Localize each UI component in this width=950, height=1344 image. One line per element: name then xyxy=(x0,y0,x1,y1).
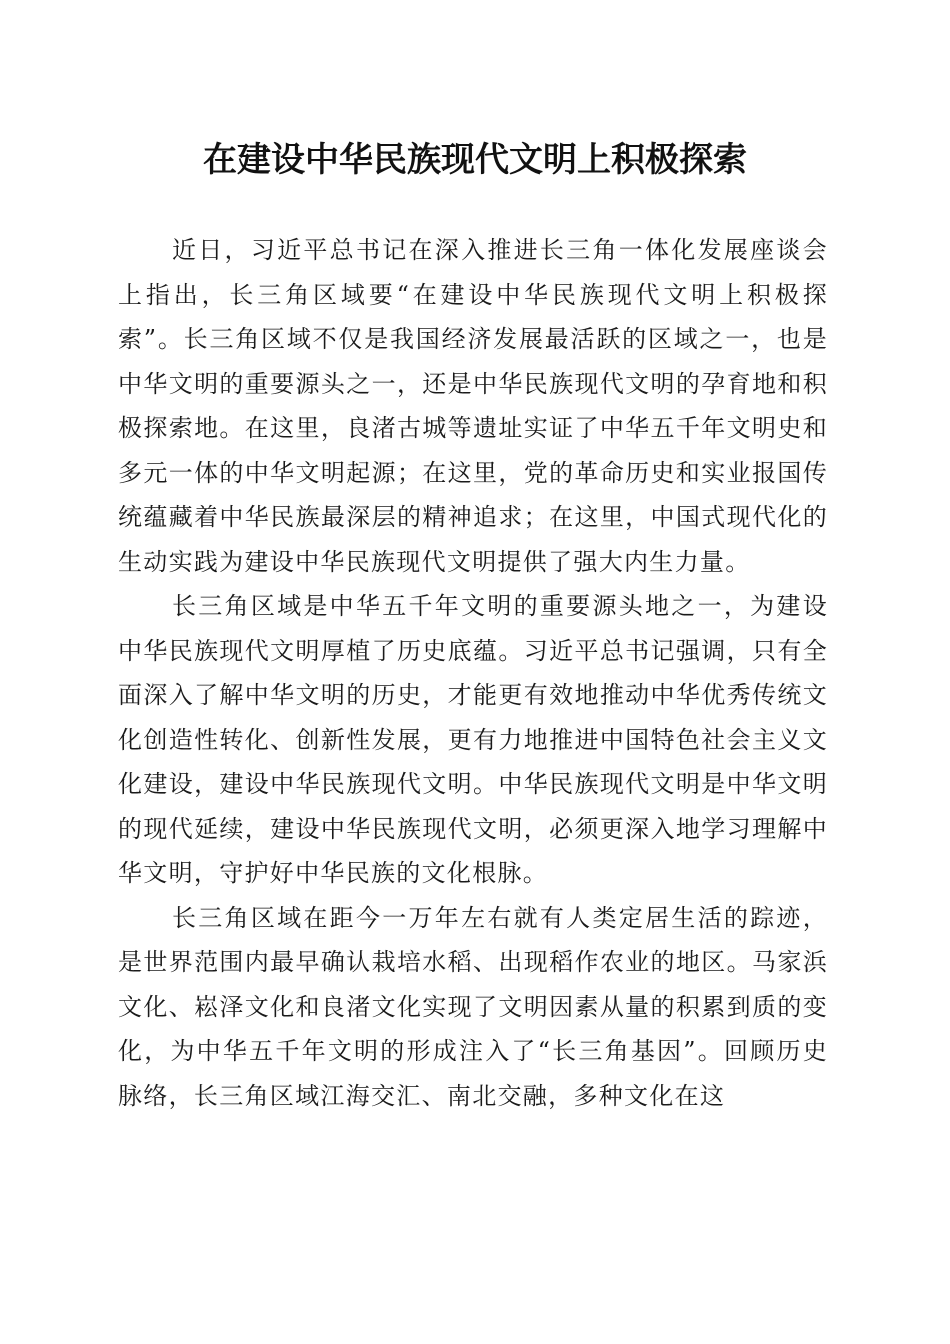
paragraph-1: 近日，习近平总书记在深入推进长三角一体化发展座谈会上指出，长三角区域要“在建设中华民族现代文明上积极探索”。长三角区域不仅是我国经济发展最活跃的区域之一，也是中华文明的重要源头之一，还是中华民族现代文明的孕育地和积极探索地。在这里，良渚古城等遗址实证了中华五千年文明史和多元一体的中华文明起源；在这里，党的革命历史和实业报国传统蕴藏着中华民族最深层的精神追求；在这里，中国式现代化的生动实践为建设中华民族现代文明提供了强大内生力量。 xyxy=(118,236,828,576)
document-title: 在建设中华民族现代文明上积极探索 xyxy=(203,140,747,180)
document-body xyxy=(118,228,828,1118)
paragraph-3: 长三角区域在距今一万年左右就有人类定居生活的踪迹，是世界范围内最早确认栽培水稻、出现稻作农业的地区。马家浜文化、崧泽文化和良渚文化实现了文明因素从量的积累到质的变化，为中华五千年文明的形成注入了“长三角基因”。回顾历史脉络，长三角区域江海交汇、南北交融，多种文化在这 xyxy=(118,903,828,1110)
paragraph-2: 长三角区域是中华五千年文明的重要源头地之一，为建设中华民族现代文明厚植了历史底蕴。习近平总书记强调，只有全面深入了解中华文明的历史，才能更有效地推动中华优秀传统文化创造性转化、创新性发展，更有力地推进中国特色社会主义文化建设，建设中华民族现代文明。中华民族现代文明是中华文明的现代延续，建设中华民族现代文明，必须更深入地学习理解中华文明，守护好中华民族的文化根脉。 xyxy=(118,592,828,887)
